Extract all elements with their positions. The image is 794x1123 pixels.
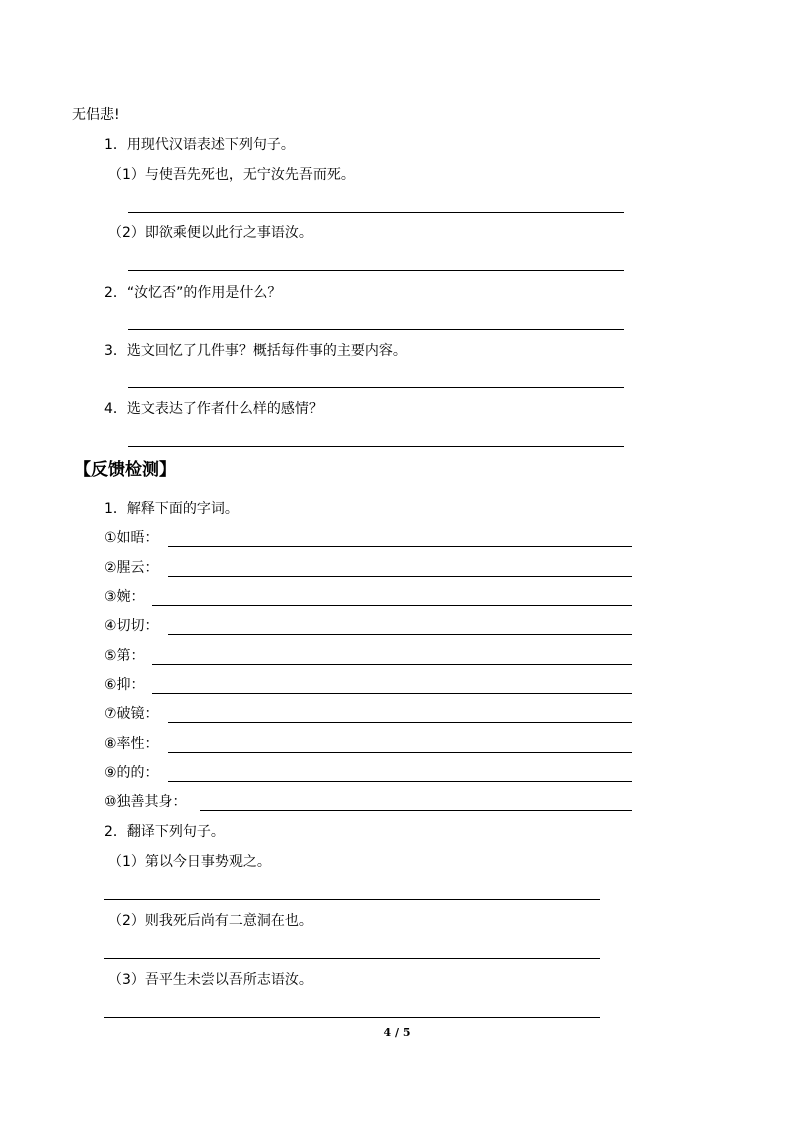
answer-line[interactable]: [128, 387, 624, 388]
answer-line[interactable]: [104, 958, 600, 959]
term-label: ④切切：: [104, 618, 159, 634]
term-answer-line[interactable]: [152, 605, 632, 606]
term-answer-line[interactable]: [152, 693, 632, 694]
answer-line[interactable]: [128, 270, 624, 271]
question-1: 1．用现代汉语表述下列句子。: [104, 137, 295, 153]
translate-sentence-3: （3）吾平生未尝以吾所志语汝。: [108, 972, 313, 988]
continued-text: 无侣悲!: [72, 107, 120, 123]
term-label: ①如晤：: [104, 530, 159, 546]
term-answer-line[interactable]: [200, 810, 632, 811]
page-number: 4 / 5: [383, 1026, 411, 1039]
section-heading: 【反馈检测】: [74, 460, 176, 480]
term-label: ⑩独善其身：: [104, 794, 187, 810]
question-2: 2．“汝忆否”的作用是什么？: [104, 285, 282, 301]
term-label: ②腥云：: [104, 560, 159, 576]
answer-line[interactable]: [128, 329, 624, 330]
term-answer-line[interactable]: [152, 664, 632, 665]
question-4: 4．选文表达了作者什么样的感情？: [104, 401, 323, 417]
answer-line[interactable]: [104, 899, 600, 900]
term-answer-line[interactable]: [168, 781, 632, 782]
term-label: ⑤第：: [104, 648, 145, 664]
feedback-question-1: 1．解释下面的字词。: [104, 501, 239, 517]
question-3: 3．选文回忆了几件事？概括每件事的主要内容。: [104, 343, 407, 359]
answer-line[interactable]: [104, 1017, 600, 1018]
term-answer-line[interactable]: [168, 634, 632, 635]
term-label: ⑥抑：: [104, 677, 145, 693]
term-answer-line[interactable]: [168, 576, 632, 577]
term-answer-line[interactable]: [168, 722, 632, 723]
translate-sentence-2: （2）则我死后尚有二意洞在也。: [108, 913, 313, 929]
answer-line[interactable]: [128, 446, 624, 447]
translate-sentence-1: （1）第以今日事势观之。: [108, 854, 271, 870]
term-label: ⑨的的：: [104, 765, 159, 781]
answer-line[interactable]: [128, 212, 624, 213]
term-label: ⑦破镜：: [104, 706, 159, 722]
term-answer-line[interactable]: [168, 546, 632, 547]
term-label: ⑧率性：: [104, 736, 159, 752]
question-1-sentence-1: （1）与使吾先死也，无宁汝先吾而死。: [108, 167, 355, 183]
question-1-sentence-2: （2）即欲乘便以此行之事语汝。: [108, 225, 313, 241]
term-label: ③婉：: [104, 589, 145, 605]
feedback-question-2: 2．翻译下列句子。: [104, 824, 225, 840]
term-answer-line[interactable]: [168, 752, 632, 753]
